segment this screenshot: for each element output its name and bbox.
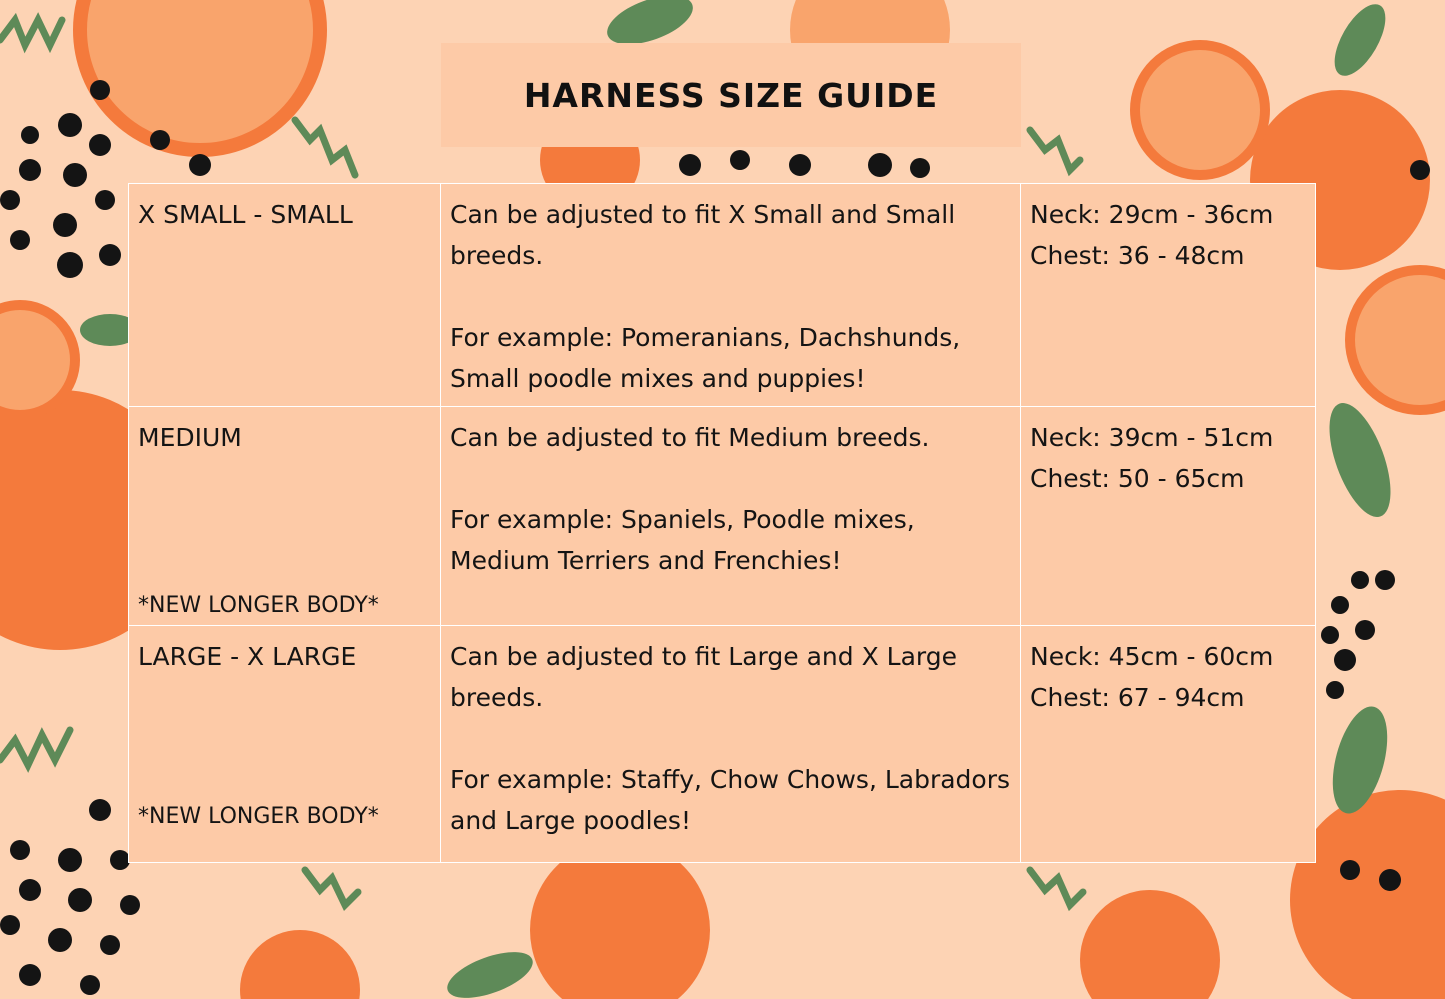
size-note: *NEW LONGER BODY*: [138, 804, 379, 829]
fit-text: Can be adjusted to fit Large and X Large breeds.: [450, 642, 957, 712]
table-row: [129, 184, 1316, 407]
description-cell: [441, 184, 1021, 407]
squiggle-decoration: [305, 870, 358, 905]
chest-measurement: Chest: 50 - 65cm: [1030, 464, 1245, 493]
orange-decoration: [1080, 890, 1220, 999]
leaf-decoration: [442, 943, 539, 999]
example-text: For example: Staffy, Chow Chows, Labradors and Large poodles!: [450, 765, 1011, 835]
table-row: [129, 626, 1316, 863]
orange-slice-decoration: [1350, 270, 1445, 410]
orange-slice-decoration: [1135, 45, 1265, 175]
example-text: For example: Pomeranians, Dachshunds, Small poodle mixes and puppies!: [450, 323, 961, 393]
measurement-cell: [1021, 626, 1316, 863]
squiggle-decoration: [1030, 130, 1080, 170]
size-cell: [129, 626, 441, 863]
size-note: *NEW LONGER BODY*: [138, 593, 379, 618]
title-banner: [441, 43, 1021, 147]
neck-measurement: Neck: 29cm - 36cm: [1030, 200, 1274, 229]
measurement-cell: [1021, 407, 1316, 626]
size-label: LARGE - X LARGE: [138, 642, 357, 671]
leaf-decoration: [1317, 395, 1403, 524]
neck-measurement: Neck: 45cm - 60cm: [1030, 642, 1274, 671]
orange-slice-decoration: [0, 305, 75, 415]
orange-slice-decoration: [80, 0, 320, 150]
leaf-decoration: [1324, 0, 1395, 84]
squiggle-decoration: [1030, 870, 1083, 905]
orange-decoration: [530, 840, 710, 999]
measurement-cell: [1021, 184, 1316, 407]
description-cell: [441, 626, 1021, 863]
fit-text: Can be adjusted to fit X Small and Small breeds.: [450, 200, 956, 270]
squiggle-decoration: [295, 120, 355, 175]
fit-text: Can be adjusted to fit Medium breeds.: [450, 423, 930, 452]
example-text: For example: Spaniels, Poodle mixes, Medium Terriers and Frenchies!: [450, 505, 915, 575]
squiggle-decoration: [0, 730, 70, 765]
size-label: MEDIUM: [138, 423, 242, 452]
squiggle-decoration: [0, 20, 62, 45]
orange-decoration: [240, 930, 360, 999]
size-label: X SMALL - SMALL: [138, 200, 353, 229]
size-cell: [129, 184, 441, 407]
page-title: HARNESS SIZE GUIDE: [523, 75, 939, 115]
size-guide-table: [128, 183, 1316, 863]
neck-measurement: Neck: 39cm - 51cm: [1030, 423, 1274, 452]
chest-measurement: Chest: 67 - 94cm: [1030, 683, 1245, 712]
table-row: [129, 407, 1316, 626]
chest-measurement: Chest: 36 - 48cm: [1030, 241, 1245, 270]
description-cell: [441, 407, 1021, 626]
size-cell: [129, 407, 441, 626]
